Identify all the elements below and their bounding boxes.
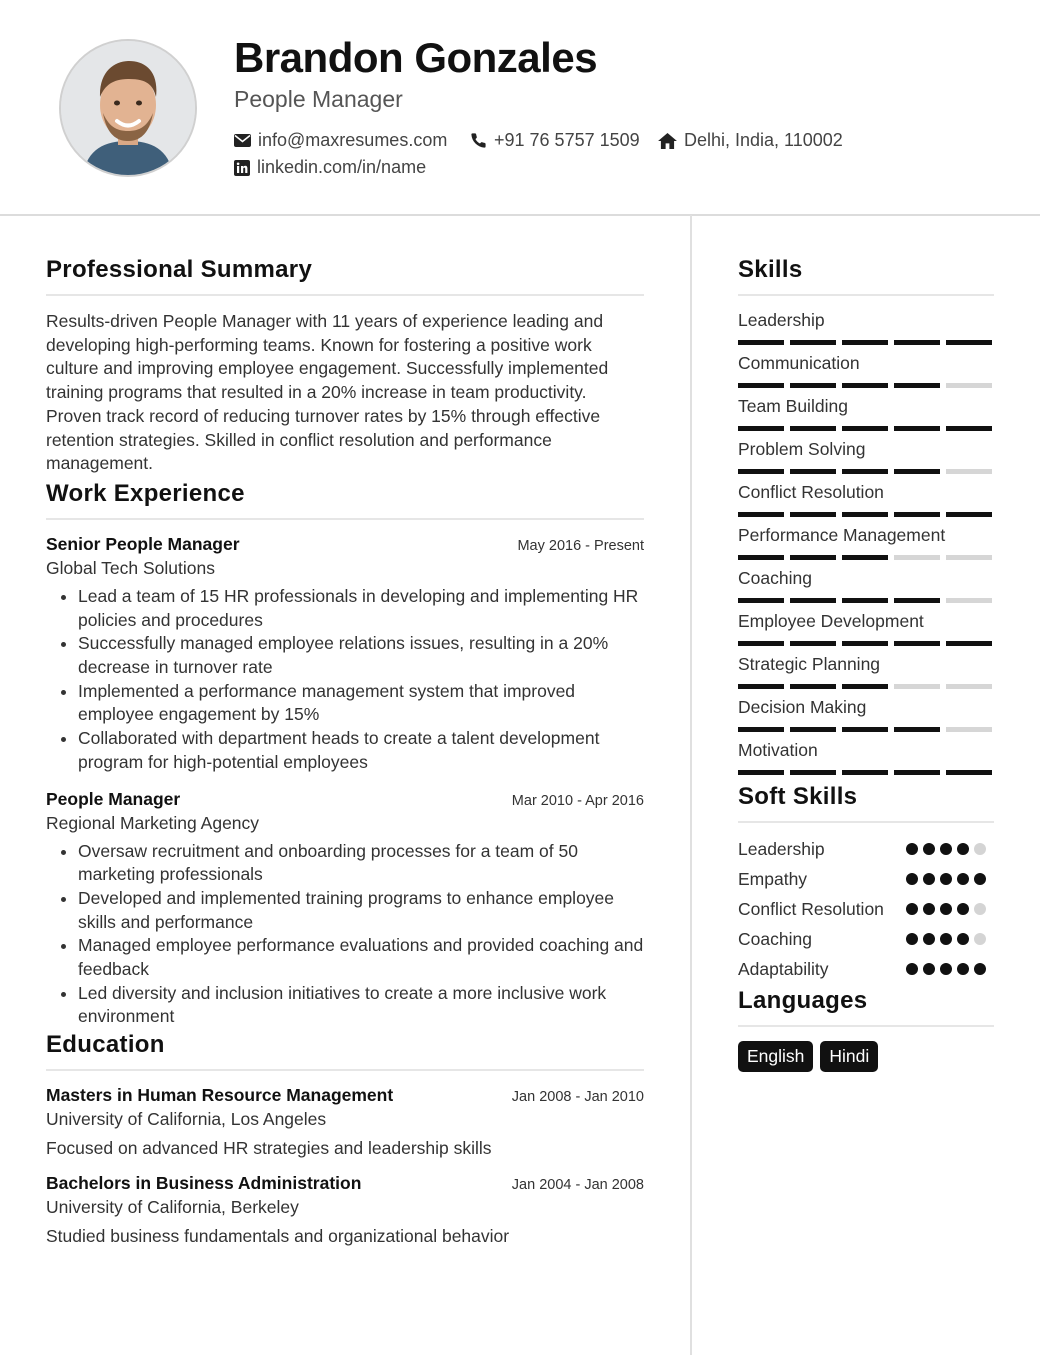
skill-item [738,482,994,517]
rating-dot [940,903,952,915]
rating-segment [738,469,784,474]
rating-dot [906,963,918,975]
soft-skill-rating-dots [906,963,986,975]
rating-segment [842,770,888,775]
rating-segment [790,684,836,689]
skill-name: Performance Management [738,525,946,545]
job-bullets [46,840,644,1030]
phone-text: +91 76 5757 1509 [494,130,640,150]
rating-segment [894,598,940,603]
rating-dot [906,873,918,885]
soft-skills-heading: Soft Skills [738,783,994,823]
skill-rating-bar [738,684,994,689]
rating-segment [894,469,940,474]
rating-dot [957,843,969,855]
rating-dot [923,843,935,855]
rating-segment [946,469,992,474]
side-column [738,256,994,1072]
phone-icon [470,132,487,149]
job-entry [46,789,644,1030]
rating-segment [842,641,888,646]
rating-dot [923,903,935,915]
education-description: Studied business fundamentals and organizational behavior [46,1226,510,1247]
rating-segment [738,383,784,388]
job-bullet: • Led diversity and inclusion initiatives to create a more inclusive work environment [78,982,644,1029]
skill-rating-bar [738,469,994,474]
rating-segment [738,555,784,560]
soft-skill-name: Conflict Resolution [738,899,884,919]
resume-header [0,0,1040,216]
soft-skill-name: Coaching [738,929,812,949]
rating-dot [906,933,918,945]
job-date: May 2016 - Present [517,537,644,554]
rating-dot [957,933,969,945]
skill-name: Conflict Resolution [738,482,884,502]
job-bullet: • Managed employee performance evaluations and provided coaching and feedback [78,934,644,981]
rating-dot [940,843,952,855]
skill-item [738,740,994,775]
skill-item [738,439,994,474]
rating-segment [790,340,836,345]
rating-segment [790,555,836,560]
skill-rating-bar [738,512,994,517]
main-column [46,256,644,1247]
soft-skill-name: Leadership [738,839,825,859]
rating-segment [894,641,940,646]
soft-skill-name: Adaptability [738,959,829,979]
degree-title: Masters in Human Resource Management [46,1085,394,1106]
rating-dot [940,873,952,885]
education-entry [46,1173,644,1247]
rating-segment [946,426,992,431]
job-entry [46,534,644,775]
skill-rating-bar [738,641,994,646]
summary-heading: Professional Summary [46,256,644,296]
contact-email[interactable] [234,130,447,151]
rating-segment [894,684,940,689]
education-description: Focused on advanced HR strategies and leadership skills [46,1138,492,1159]
job-date: Mar 2010 - Apr 2016 [511,792,644,809]
skill-item [738,611,994,646]
rating-segment [738,340,784,345]
rating-segment [842,555,888,560]
degree-title: Bachelors in Business Administration [46,1173,362,1194]
candidate-title: People Manager [234,86,403,112]
soft-skill-rating-dots [906,873,986,885]
rating-segment [946,684,992,689]
skill-name: Coaching [738,568,812,588]
skill-item [738,568,994,603]
rating-dot [957,963,969,975]
rating-segment [946,770,992,775]
rating-segment [790,727,836,732]
rating-dot [974,963,986,975]
rating-segment [790,512,836,517]
rating-segment [946,727,992,732]
rating-segment [894,727,940,732]
skill-item [738,396,994,431]
skill-item [738,525,994,560]
skill-name: Strategic Planning [738,654,881,674]
language-tag: Hindi [820,1041,878,1072]
skill-item [738,697,994,732]
contact-phone[interactable] [470,130,640,151]
rating-segment [842,383,888,388]
rating-segment [790,426,836,431]
skill-item [738,353,994,388]
soft-skill-rating-dots [906,903,986,915]
soft-skill-item [738,867,994,891]
skill-rating-bar [738,727,994,732]
education-date: Jan 2004 - Jan 2008 [511,1177,644,1194]
skill-name: Employee Development [738,611,924,631]
rating-segment [946,512,992,517]
soft-skill-rating-dots [906,843,986,855]
job-bullets [46,585,644,775]
job-bullet: • Implemented a performance management system that improved employee engagement by 15% [78,680,644,727]
summary-text: Results-driven People Manager with 11 years of experience leading and developing high-performing teams. Known for fostering a positive work culture and improving employee engagement. Successfully implemented training programs that resulted in a 20% increase in team productivity. Proven track record of reducing turnover rates by 15% through effective retention strategies. Skilled in conflict resolution and performance management. [46,311,609,474]
rating-segment [842,469,888,474]
linkedin-text: linkedin.com/in/name [257,157,427,177]
rating-segment [894,383,940,388]
rating-segment [738,770,784,775]
candidate-name: Brandon Gonzales [234,34,598,81]
skill-rating-bar [738,598,994,603]
soft-skill-name: Empathy [738,869,808,889]
soft-skill-item [738,927,994,951]
rating-dot [957,903,969,915]
rating-segment [790,770,836,775]
rating-segment [842,426,888,431]
education-heading: Education [46,1031,644,1071]
rating-segment [738,684,784,689]
skill-rating-bar [738,770,994,775]
skill-name: Problem Solving [738,439,866,459]
soft-skill-item [738,837,994,861]
job-bullet: • Successfully managed employee relations issues, resulting in a 20% decrease in turnover rate [78,632,644,679]
skill-name: Team Building [738,396,848,416]
rating-dot [957,873,969,885]
skill-name: Motivation [738,740,818,760]
rating-segment [738,426,784,431]
rating-dot [940,933,952,945]
rating-segment [894,770,940,775]
contact-location [658,130,843,151]
skills-heading: Skills [738,256,994,296]
avatar [59,39,197,177]
soft-skill-rating-dots [906,933,986,945]
skill-name: Leadership [738,310,825,330]
job-bullet: • Collaborated with department heads to create a talent development program for high-potential employees [78,727,644,774]
rating-segment [790,641,836,646]
skills-list [738,310,994,775]
home-icon [658,133,677,149]
rating-dot [906,903,918,915]
rating-segment [790,598,836,603]
rating-dot [906,843,918,855]
rating-dot [940,963,952,975]
contact-linkedin[interactable] [234,157,426,178]
location-text: Delhi, India, 110002 [684,130,843,150]
skill-rating-bar [738,555,994,560]
rating-dot [974,873,986,885]
rating-segment [790,383,836,388]
rating-segment [946,598,992,603]
education-date: Jan 2008 - Jan 2010 [511,1089,644,1106]
rating-segment [894,426,940,431]
rating-segment [842,512,888,517]
rating-segment [738,598,784,603]
job-company: Regional Marketing Agency [46,812,260,833]
rating-segment [842,684,888,689]
job-title: People Manager [46,788,181,809]
rating-segment [946,340,992,345]
skill-rating-bar [738,426,994,431]
job-company: Global Tech Solutions [46,557,215,578]
school-name: University of California, Los Angeles [46,1109,327,1130]
skill-item [738,654,994,689]
languages-heading: Languages [738,987,994,1027]
soft-skills-list [738,837,994,981]
soft-skill-item [738,897,994,921]
rating-segment [894,512,940,517]
school-name: University of California, Berkeley [46,1197,299,1218]
rating-dot [923,963,935,975]
rating-segment [946,641,992,646]
rating-segment [790,469,836,474]
rating-segment [946,383,992,388]
rating-segment [842,598,888,603]
rating-segment [946,555,992,560]
person-photo-icon [61,41,195,175]
job-bullet: • Lead a team of 15 HR professionals in developing and implementing HR policies and procedures [78,585,644,632]
rating-segment [894,555,940,560]
skill-name: Communication [738,353,860,373]
rating-dot [923,873,935,885]
job-bullet: • Oversaw recruitment and onboarding processes for a team of 50 marketing professionals [78,840,644,887]
rating-dot [974,903,986,915]
soft-skill-item [738,957,994,981]
job-title: Senior People Manager [46,533,240,554]
rating-dot [923,933,935,945]
rating-dot [974,933,986,945]
rating-segment [738,512,784,517]
rating-segment [738,727,784,732]
rating-segment [894,340,940,345]
rating-segment [738,641,784,646]
education-entry [46,1085,644,1159]
rating-dot [974,843,986,855]
skill-rating-bar [738,383,994,388]
rating-segment [842,727,888,732]
skill-item [738,310,994,345]
column-divider [690,215,692,1355]
language-tag: English [738,1041,813,1072]
experience-heading: Work Experience [46,480,644,520]
email-text: info@maxresumes.com [258,130,448,150]
skill-name: Decision Making [738,697,867,717]
languages-list [738,1041,994,1072]
linkedin-icon [234,160,250,176]
job-bullet: • Developed and implemented training programs to enhance employee skills and performance [78,887,644,934]
envelope-icon [234,134,251,147]
skill-rating-bar [738,340,994,345]
rating-segment [842,340,888,345]
